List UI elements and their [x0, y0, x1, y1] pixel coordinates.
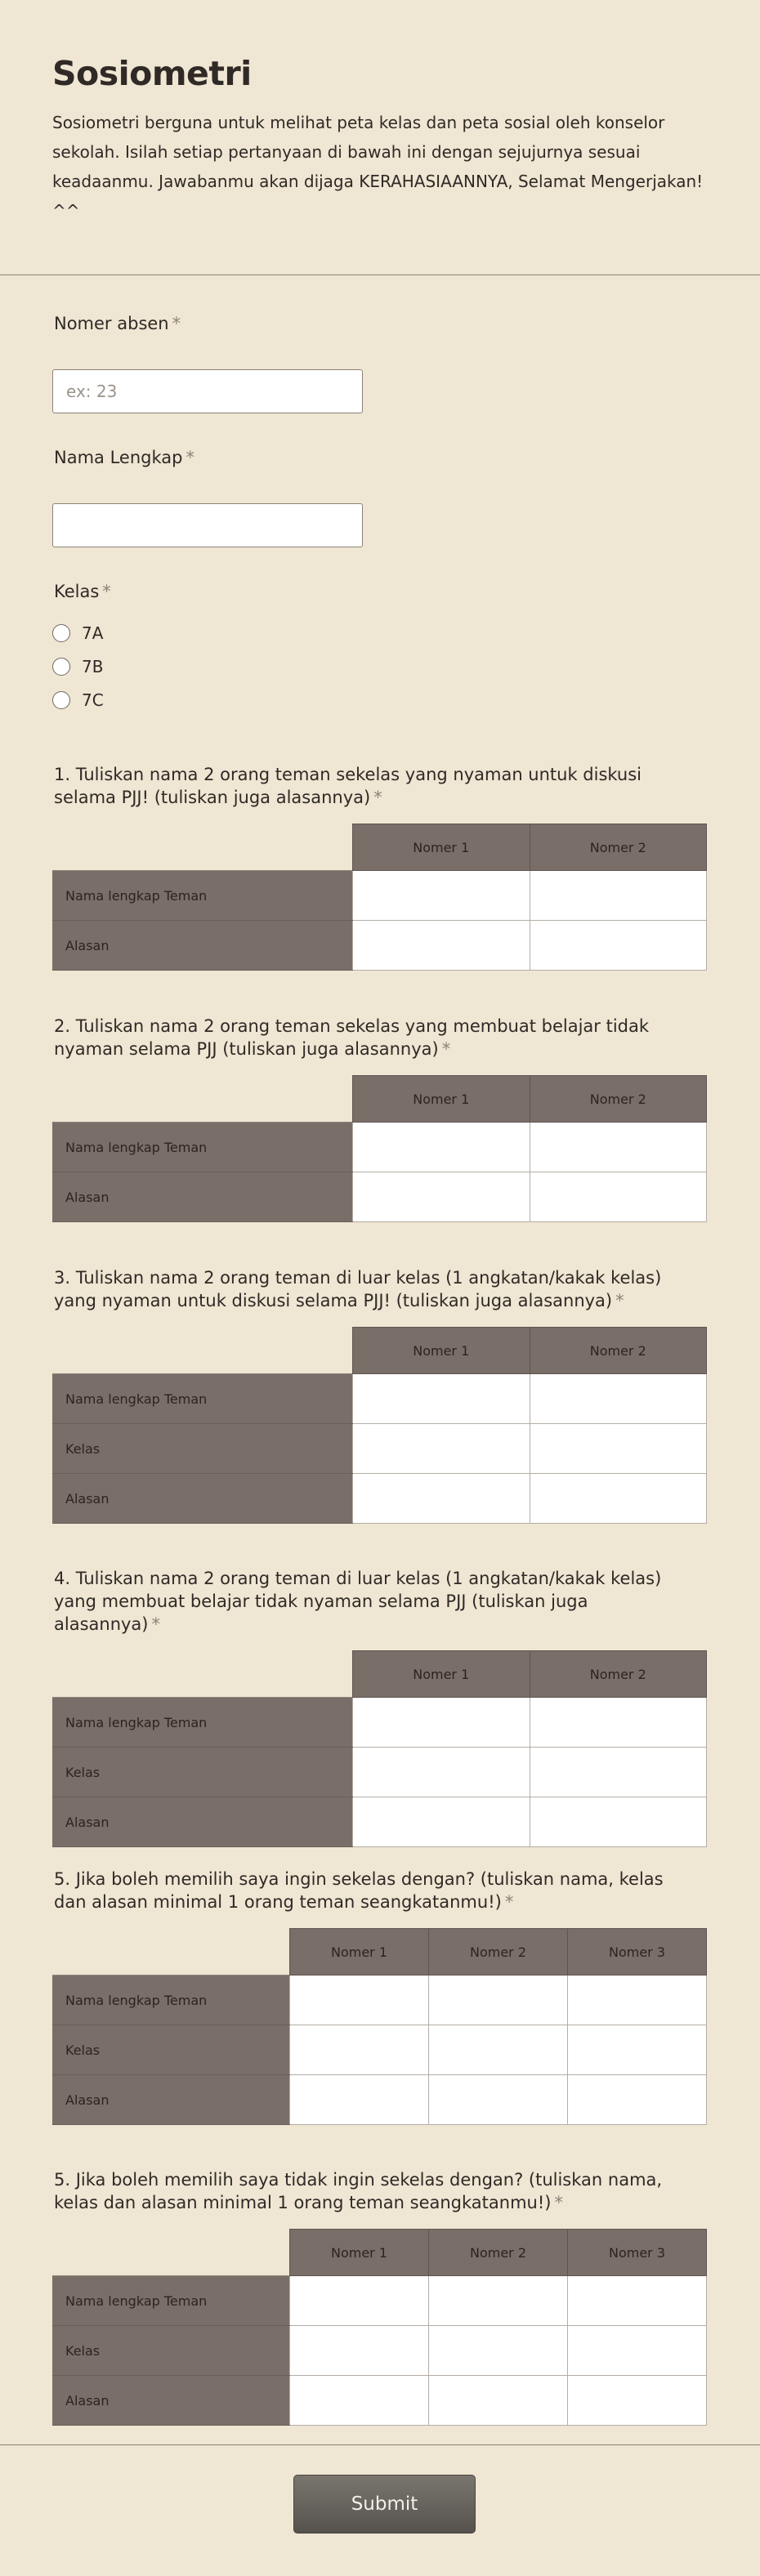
- grid-row-label: Kelas: [52, 2326, 290, 2376]
- grid-row-label: Alasan: [52, 921, 353, 971]
- grid-column-header: Nomer 2: [429, 2230, 568, 2276]
- field-kelas: [54, 582, 111, 601]
- grid-input-cell[interactable]: [568, 2376, 707, 2426]
- radio-circle-icon[interactable]: [52, 691, 70, 709]
- grid-row: [52, 2025, 707, 2075]
- grid-row: [52, 1172, 707, 1222]
- grid-row: [52, 1123, 707, 1172]
- grid-input-cell[interactable]: [568, 2075, 707, 2125]
- grid-row: [52, 2075, 707, 2125]
- grid-column-header: Nomer 2: [530, 1328, 707, 1374]
- grid-input-cell[interactable]: [290, 2075, 429, 2125]
- question-label: [52, 1266, 691, 1312]
- grid-row-label: Kelas: [52, 2025, 290, 2075]
- question-label-text: 5. Jika boleh memilih saya tidak ingin sekelas dengan? (tuliskan nama, kelas dan alasan minimal 1 orang teman seangkatanmu!): [54, 2170, 663, 2212]
- grid-input-cell[interactable]: [290, 2025, 429, 2075]
- question-label: [52, 1567, 691, 1636]
- grid-input-cell[interactable]: [530, 1123, 707, 1172]
- nama-lengkap-label-text: Nama Lengkap: [54, 448, 183, 467]
- grid-input-cell[interactable]: [530, 921, 707, 971]
- grid-input-cell[interactable]: [530, 871, 707, 921]
- question-6: [52, 2168, 707, 2426]
- question-label-text: 1. Tuliskan nama 2 orang teman sekelas yang nyaman untuk diskusi selama PJJ! (tuliskan juga alasannya): [54, 765, 642, 807]
- question-5: [52, 1868, 707, 2125]
- grid-row-label: Alasan: [52, 1172, 353, 1222]
- required-mark: *: [615, 1291, 624, 1310]
- question-grid: [52, 1327, 707, 1524]
- nomer-absen-label: [54, 314, 181, 333]
- grid-row-label: Nama lengkap Teman: [52, 1123, 353, 1172]
- radio-label-7c: 7C: [82, 690, 104, 710]
- grid-corner: [52, 1929, 290, 1976]
- required-mark: *: [172, 314, 181, 333]
- question-4: [52, 1567, 707, 1847]
- grid-input-cell[interactable]: [353, 1374, 530, 1424]
- question-1: [52, 763, 707, 971]
- grid-column-header: Nomer 3: [568, 1929, 707, 1976]
- grid-input-cell[interactable]: [568, 1976, 707, 2025]
- radio-label-7b: 7B: [82, 656, 104, 676]
- grid-row: [52, 921, 707, 971]
- grid-row: [52, 1424, 707, 1474]
- grid-row: [52, 1748, 707, 1797]
- question-grid: [52, 824, 707, 971]
- grid-input-cell[interactable]: [530, 1474, 707, 1524]
- grid-input-cell[interactable]: [353, 1123, 530, 1172]
- grid-row: [52, 1797, 707, 1847]
- grid-corner: [52, 1076, 353, 1123]
- grid-corner: [52, 2230, 290, 2276]
- submit-button[interactable]: Submit: [293, 2475, 476, 2534]
- grid-column-header: Nomer 2: [530, 824, 707, 871]
- question-label: [52, 1015, 691, 1060]
- grid-input-cell[interactable]: [530, 1748, 707, 1797]
- grid-row-label: Alasan: [52, 2376, 290, 2426]
- kelas-label-text: Kelas: [54, 582, 100, 601]
- grid-row-label: Nama lengkap Teman: [52, 871, 353, 921]
- grid-input-cell[interactable]: [290, 2376, 429, 2426]
- grid-column-header: Nomer 2: [530, 1651, 707, 1698]
- question-3: [52, 1266, 707, 1524]
- grid-input-cell[interactable]: [290, 2276, 429, 2326]
- nomer-absen-input[interactable]: [52, 369, 363, 413]
- question-grid: [52, 1075, 707, 1222]
- grid-input-cell[interactable]: [353, 871, 530, 921]
- question-grid: [52, 1928, 707, 2125]
- form-title: Sosiometri: [52, 54, 252, 93]
- grid-input-cell[interactable]: [429, 2276, 568, 2326]
- grid-input-cell[interactable]: [530, 1172, 707, 1222]
- grid-input-cell[interactable]: [353, 1172, 530, 1222]
- grid-header-row: [52, 1076, 707, 1123]
- grid-input-cell[interactable]: [429, 2376, 568, 2426]
- grid-column-header: Nomer 1: [353, 824, 530, 871]
- grid-input-cell[interactable]: [429, 2025, 568, 2075]
- form-footer: [0, 2444, 760, 2576]
- radio-option-7b[interactable]: [52, 650, 104, 683]
- grid-input-cell[interactable]: [353, 1474, 530, 1524]
- nomer-absen-label-text: Nomer absen: [54, 314, 169, 333]
- required-mark: *: [102, 582, 111, 601]
- grid-input-cell[interactable]: [530, 1424, 707, 1474]
- grid-column-header: Nomer 1: [353, 1076, 530, 1123]
- grid-row: [52, 1976, 707, 2025]
- grid-input-cell[interactable]: [429, 2075, 568, 2125]
- kelas-radio-group: [52, 616, 104, 717]
- form-header: [0, 0, 760, 275]
- grid-row: [52, 871, 707, 921]
- grid-corner: [52, 824, 353, 871]
- grid-input-cell[interactable]: [290, 1976, 429, 2025]
- nama-lengkap-label: [54, 448, 194, 467]
- field-nama-lengkap: [54, 448, 194, 467]
- grid-row-label: Kelas: [52, 1424, 353, 1474]
- radio-option-7c[interactable]: [52, 683, 104, 717]
- grid-row: [52, 2276, 707, 2326]
- grid-row: [52, 2376, 707, 2426]
- grid-column-header: Nomer 3: [568, 2230, 707, 2276]
- grid-row: [52, 1698, 707, 1748]
- grid-input-cell[interactable]: [353, 1424, 530, 1474]
- grid-input-cell[interactable]: [568, 2326, 707, 2376]
- grid-header-row: [52, 1651, 707, 1698]
- question-grid: [52, 2229, 707, 2426]
- required-mark: *: [441, 1039, 451, 1059]
- nama-lengkap-input[interactable]: [52, 503, 363, 547]
- question-2: [52, 1015, 707, 1222]
- question-label: [52, 1868, 691, 1913]
- grid-input-cell[interactable]: [429, 1976, 568, 2025]
- grid-row-label: Nama lengkap Teman: [52, 1374, 353, 1424]
- grid-header-row: [52, 1328, 707, 1374]
- grid-row-label: Nama lengkap Teman: [52, 1698, 353, 1748]
- grid-row: [52, 1374, 707, 1424]
- grid-column-header: Nomer 1: [353, 1328, 530, 1374]
- grid-corner: [52, 1328, 353, 1374]
- required-mark: *: [186, 448, 194, 467]
- required-mark: *: [554, 2193, 563, 2212]
- grid-input-cell[interactable]: [530, 1374, 707, 1424]
- grid-input-cell[interactable]: [429, 2326, 568, 2376]
- required-mark: *: [504, 1892, 514, 1912]
- grid-column-header: Nomer 2: [530, 1076, 707, 1123]
- grid-row-label: Kelas: [52, 1748, 353, 1797]
- question-label: [52, 2168, 691, 2214]
- grid-header-row: [52, 2230, 707, 2276]
- grid-row-label: Alasan: [52, 2075, 290, 2125]
- question-label-text: 5. Jika boleh memilih saya ingin sekelas dengan? (tuliskan nama, kelas dan alasan minimal 1 orang teman seangkatanmu!): [54, 1869, 664, 1912]
- required-mark: *: [151, 1614, 160, 1634]
- grid-input-cell[interactable]: [290, 2326, 429, 2376]
- form-description: Sosiometri berguna untuk melihat peta kelas dan peta sosial oleh konselor sekolah. Isilah setiap pertanyaan di bawah ini dengan sejujurnya sesuai keadaanmu. Jawabanmu akan dijaga KERAHASIAANNYA, Selamat Mengerjakan! ^^: [52, 113, 704, 221]
- grid-column-header: Nomer 1: [353, 1651, 530, 1698]
- kelas-label: [54, 582, 111, 601]
- required-mark: *: [373, 788, 382, 807]
- grid-column-header: Nomer 2: [429, 1929, 568, 1976]
- question-label-text: 2. Tuliskan nama 2 orang teman sekelas yang membuat belajar tidak nyaman selama PJJ (tuliskan juga alasannya): [54, 1016, 650, 1059]
- grid-input-cell[interactable]: [530, 1698, 707, 1748]
- grid-header-row: [52, 824, 707, 871]
- grid-row-label: Alasan: [52, 1474, 353, 1524]
- question-label-text: 3. Tuliskan nama 2 orang teman di luar kelas (1 angkatan/kakak kelas) yang nyaman untuk diskusi selama PJJ! (tuliskan juga alasannya): [54, 1268, 662, 1310]
- radio-label-7a: 7A: [82, 623, 104, 643]
- question-grid: [52, 1650, 707, 1847]
- question-label-text: 4. Tuliskan nama 2 orang teman di luar kelas (1 angkatan/kakak kelas) yang membuat belajar tidak nyaman selama PJJ (tuliskan juga alasannya): [54, 1569, 662, 1634]
- grid-corner: [52, 1651, 353, 1698]
- grid-row: [52, 1474, 707, 1524]
- question-label: [52, 763, 691, 809]
- grid-input-cell[interactable]: [353, 1748, 530, 1797]
- grid-row-label: Nama lengkap Teman: [52, 1976, 290, 2025]
- grid-row: [52, 2326, 707, 2376]
- radio-option-7a[interactable]: [52, 616, 104, 650]
- radio-circle-icon[interactable]: [52, 658, 70, 676]
- grid-input-cell[interactable]: [530, 1797, 707, 1847]
- radio-circle-icon[interactable]: [52, 624, 70, 642]
- grid-input-cell[interactable]: [568, 2025, 707, 2075]
- grid-input-cell[interactable]: [353, 1797, 530, 1847]
- grid-input-cell[interactable]: [353, 921, 530, 971]
- field-nomer-absen: [54, 314, 181, 333]
- grid-input-cell[interactable]: [353, 1698, 530, 1748]
- grid-input-cell[interactable]: [568, 2276, 707, 2326]
- grid-column-header: Nomer 1: [290, 1929, 429, 1976]
- grid-row-label: Nama lengkap Teman: [52, 2276, 290, 2326]
- grid-header-row: [52, 1929, 707, 1976]
- grid-column-header: Nomer 1: [290, 2230, 429, 2276]
- grid-row-label: Alasan: [52, 1797, 353, 1847]
